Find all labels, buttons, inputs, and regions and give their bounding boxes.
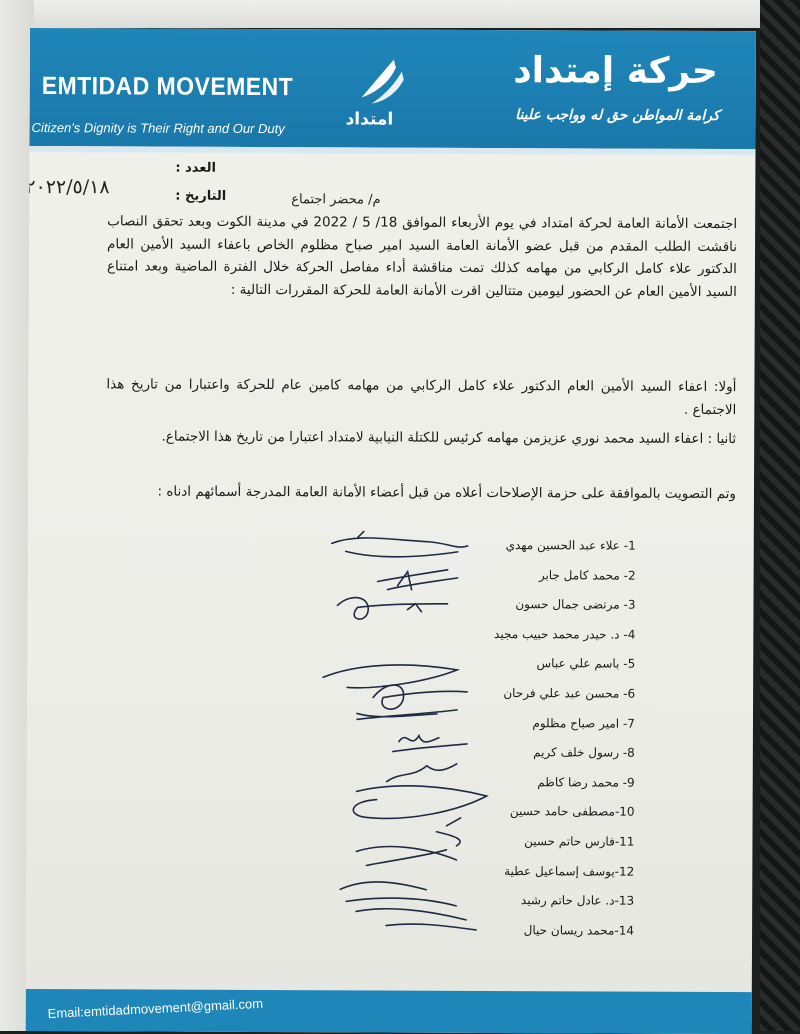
letterhead-band (29, 28, 756, 149)
member-number: 10- (614, 804, 635, 819)
list-item (335, 744, 635, 775)
list-item (336, 537, 636, 568)
member-name: علاء عبد الحسين مهدي (505, 538, 620, 553)
member-name: د. عادل حاتم رشيد (520, 893, 615, 908)
meeting-paragraph: اجتمعت الأمانة العامة لحركة امتداد في يوم الأربعاء الموافق 18/ 5 / 2022 في مدينة الكوت وبعد تحقق النصاب ناقشت الطلب المقدم من قبل عضو الأمانة العامة السيد امير صباح مظلوم الخاص باعفاء السيد الأمين العام الدكتور علاء كامل الركابي من مهامه كذلك تمت مناقشة أداء مفاصل الحركة خلال الفترة الماضية وبعد امتناع السيد الأمين العام عن الحضور ليومين متتالين اقرت الأمانة العامة للحركة المقررات التالية : (106, 213, 738, 300)
decision-second: ثانيا : اعفاء السيد محمد نوري عزيزمن مهامه كرئيس للكتلة النيابية لامتداد اعتبارا من تاريخ هذا الاجتماع. (161, 428, 737, 448)
background-leather-right (760, 0, 800, 1031)
member-number: 5- (623, 656, 636, 672)
member-name: محمد رضا كاظم (537, 774, 619, 790)
member-number: 1- (623, 538, 636, 553)
member-number: 4- (623, 627, 636, 642)
member-name: محمد ريسان حيال (523, 922, 615, 938)
member-number: 2- (623, 568, 636, 583)
member-number: 12- (614, 864, 635, 879)
list-item (334, 833, 634, 864)
list-item (335, 715, 635, 746)
arabic-title: حركة إمتداد (513, 50, 718, 93)
member-number: 6- (623, 686, 636, 701)
background-surface-top (0, 0, 800, 28)
footer-band (26, 989, 752, 1034)
arabic-slogan: كرامة المواطن حق له وواجب علينا (515, 107, 720, 125)
members-list (334, 537, 636, 953)
list-item (335, 685, 635, 716)
member-name: محسن عبد علي فرحان (503, 686, 620, 701)
logo-wordmark: امتداد (345, 109, 394, 130)
member-name: فارس حاتم حسين (524, 834, 615, 849)
member-name: باسم علي عباس (536, 656, 620, 671)
english-slogan: Citizen's Dignity is Their Right and Our Duty (31, 120, 285, 137)
letter-page (26, 28, 756, 1034)
document-number-label: العدد : (175, 160, 217, 176)
member-number: 3- (623, 597, 636, 612)
list-item (335, 597, 635, 628)
document-date-value: ٢٠٢٢/٥/١٨ (25, 175, 110, 199)
member-name: مصطفى حامد حسين (509, 804, 615, 819)
member-number: 14- (614, 923, 635, 938)
member-number: 9- (622, 775, 635, 790)
member-name: رسول خلف كريم (533, 745, 620, 760)
footer-email: Email:emtidadmovement@gmail.com (47, 995, 264, 1022)
english-title: EMTIDAD MOVEMENT (41, 72, 294, 102)
member-name: امير صباح مظلوم (532, 715, 620, 731)
list-item (334, 892, 634, 923)
member-name: محمد كامل جابر (538, 567, 620, 583)
list-item (335, 626, 635, 657)
member-name: مرتضى جمال حسون (515, 597, 620, 612)
document-subject: م/ محضر اجتماع (291, 192, 381, 208)
member-name: د. حيدر محمد حبيب مجيد (494, 626, 620, 642)
document-date-label: التاريخ : (175, 188, 227, 204)
member-number: 13- (614, 893, 635, 908)
member-name: يوسف إسماعيل عطية (504, 863, 615, 879)
member-number: 11- (614, 834, 635, 849)
list-item (334, 804, 634, 835)
list-item (334, 863, 634, 894)
member-number: 8- (622, 745, 635, 760)
decision-first: أولا: اعفاء السيد الأمين العام الدكتور علاء كامل الركابي من مهامه كامين عام للحركة واعتبارا من تاريخ هذا الاجتماع . (106, 376, 737, 418)
list-item (335, 774, 635, 805)
voting-statement: وتم التصويت بالموافقة على حزمة الإصلاحات أعلاه من قبل أعضاء الأمانة العامة المدرجة أسمائهم ادناه : (157, 483, 737, 503)
list-item (335, 656, 635, 687)
member-number: 7- (622, 716, 636, 731)
list-item (336, 567, 636, 598)
list-item (334, 922, 634, 953)
